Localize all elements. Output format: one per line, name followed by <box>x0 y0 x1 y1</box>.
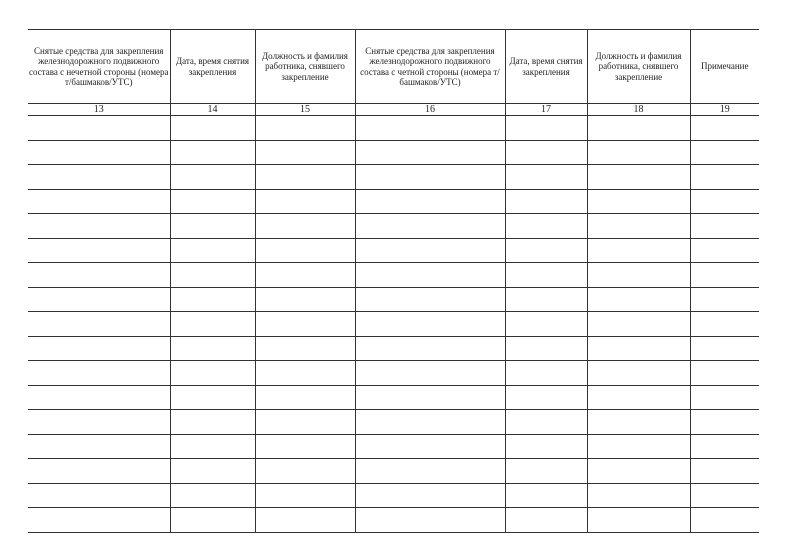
table-cell-col-16[interactable] <box>355 287 505 312</box>
table-cell-col-14[interactable] <box>170 238 255 263</box>
table-cell-col-18[interactable] <box>587 116 690 141</box>
table-cell-col-14[interactable] <box>170 287 255 312</box>
table-cell-col-15[interactable] <box>255 385 355 410</box>
table-cell-col-17[interactable] <box>505 434 587 459</box>
table-cell-col-17[interactable] <box>505 312 587 337</box>
table-cell-col-18[interactable] <box>587 483 690 508</box>
journal-table <box>28 29 759 533</box>
table-row <box>28 140 759 165</box>
table-cell-col-13[interactable] <box>28 214 170 239</box>
table-cell-col-16[interactable] <box>355 410 505 435</box>
table-cell-col-15[interactable] <box>255 116 355 141</box>
table-cell-col-14[interactable] <box>170 483 255 508</box>
table-cell-col-14[interactable] <box>170 189 255 214</box>
table-cell-col-13[interactable] <box>28 483 170 508</box>
table-cell-col-16[interactable] <box>355 116 505 141</box>
table-cell-col-13[interactable] <box>28 361 170 386</box>
table-cell-col-17[interactable] <box>505 483 587 508</box>
table-cell-col-18[interactable] <box>587 165 690 190</box>
table-cell-col-17[interactable] <box>505 459 587 484</box>
table-cell-col-16[interactable] <box>355 312 505 337</box>
table-cell-col-13[interactable] <box>28 385 170 410</box>
table-cell-col-19[interactable] <box>690 140 759 165</box>
table-cell-col-17[interactable] <box>505 140 587 165</box>
header-odd-removal-datetime: Дата, время снятия закрепления <box>170 30 255 104</box>
table-row <box>28 459 759 484</box>
table-cell-col-16[interactable] <box>355 140 505 165</box>
table-cell-col-19[interactable] <box>690 434 759 459</box>
table-cell-col-14[interactable] <box>170 361 255 386</box>
table-cell-col-16[interactable] <box>355 459 505 484</box>
table-cell-col-15[interactable] <box>255 434 355 459</box>
table-cell-col-19[interactable] <box>690 459 759 484</box>
table-row <box>28 434 759 459</box>
table-cell-col-17[interactable] <box>505 263 587 288</box>
table-cell-col-18[interactable] <box>587 263 690 288</box>
table-cell-col-16[interactable] <box>355 483 505 508</box>
table-cell-col-19[interactable] <box>690 508 759 533</box>
table-row <box>28 116 759 141</box>
table-cell-col-14[interactable] <box>170 459 255 484</box>
table-cell-col-19[interactable] <box>690 214 759 239</box>
table-cell-col-13[interactable] <box>28 312 170 337</box>
table-cell-col-15[interactable] <box>255 483 355 508</box>
table-cell-col-14[interactable] <box>170 385 255 410</box>
table-cell-col-14[interactable] <box>170 434 255 459</box>
table-row <box>28 165 759 190</box>
table-cell-col-15[interactable] <box>255 336 355 361</box>
table-row <box>28 312 759 337</box>
table-cell-col-17[interactable] <box>505 508 587 533</box>
table-cell-col-14[interactable] <box>170 410 255 435</box>
table-cell-col-13[interactable] <box>28 263 170 288</box>
table-row <box>28 189 759 214</box>
table-cell-col-14[interactable] <box>170 165 255 190</box>
table-row <box>28 336 759 361</box>
table-cell-col-18[interactable] <box>587 312 690 337</box>
table-row <box>28 410 759 435</box>
table-cell-col-19[interactable] <box>690 361 759 386</box>
table-cell-col-19[interactable] <box>690 385 759 410</box>
table-row <box>28 361 759 386</box>
table-cell-col-13[interactable] <box>28 508 170 533</box>
table-cell-col-18[interactable] <box>587 336 690 361</box>
table-cell-col-16[interactable] <box>355 214 505 239</box>
table-cell-col-15[interactable] <box>255 214 355 239</box>
table-cell-col-19[interactable] <box>690 410 759 435</box>
table-cell-col-16[interactable] <box>355 165 505 190</box>
table-cell-col-18[interactable] <box>587 189 690 214</box>
table-cell-col-16[interactable] <box>355 189 505 214</box>
table-cell-col-13[interactable] <box>28 410 170 435</box>
table-cell-col-13[interactable] <box>28 189 170 214</box>
journal-form-sheet <box>28 29 759 532</box>
table-cell-col-15[interactable] <box>255 238 355 263</box>
table-cell-col-19[interactable] <box>690 165 759 190</box>
table-cell-col-16[interactable] <box>355 508 505 533</box>
table-cell-col-13[interactable] <box>28 116 170 141</box>
table-row <box>28 483 759 508</box>
table-row <box>28 385 759 410</box>
table-cell-col-18[interactable] <box>587 434 690 459</box>
table-cell-col-16[interactable] <box>355 238 505 263</box>
table-cell-col-17[interactable] <box>505 214 587 239</box>
table-cell-col-19[interactable] <box>690 238 759 263</box>
table-cell-col-17[interactable] <box>505 361 587 386</box>
table-cell-col-18[interactable] <box>587 238 690 263</box>
table-cell-col-16[interactable] <box>355 263 505 288</box>
table-cell-col-15[interactable] <box>255 312 355 337</box>
table-cell-col-15[interactable] <box>255 508 355 533</box>
table-cell-col-13[interactable] <box>28 238 170 263</box>
table-cell-col-14[interactable] <box>170 336 255 361</box>
table-cell-col-18[interactable] <box>587 410 690 435</box>
table-cell-col-18[interactable] <box>587 508 690 533</box>
table-row <box>28 508 759 533</box>
table-cell-col-15[interactable] <box>255 410 355 435</box>
journal-entry-rows <box>28 116 759 533</box>
table-row <box>28 263 759 288</box>
table-cell-col-17[interactable] <box>505 287 587 312</box>
table-cell-col-16[interactable] <box>355 361 505 386</box>
table-cell-col-18[interactable] <box>587 361 690 386</box>
table-cell-col-19[interactable] <box>690 336 759 361</box>
table-row <box>28 287 759 312</box>
table-cell-col-15[interactable] <box>255 361 355 386</box>
table-row <box>28 214 759 239</box>
table-cell-col-18[interactable] <box>587 459 690 484</box>
table-cell-col-15[interactable] <box>255 459 355 484</box>
column-number-17: 17 <box>505 104 587 116</box>
column-number-15: 15 <box>255 104 355 116</box>
table-cell-col-17[interactable] <box>505 336 587 361</box>
table-cell-col-18[interactable] <box>587 287 690 312</box>
table-cell-col-16[interactable] <box>355 385 505 410</box>
header-row <box>28 30 759 104</box>
table-cell-col-15[interactable] <box>255 165 355 190</box>
table-cell-col-15[interactable] <box>255 263 355 288</box>
table-cell-col-16[interactable] <box>355 434 505 459</box>
column-number-19: 19 <box>690 104 759 116</box>
table-cell-col-14[interactable] <box>170 214 255 239</box>
header-note: Примечание <box>690 30 759 104</box>
table-cell-col-14[interactable] <box>170 508 255 533</box>
table-cell-col-18[interactable] <box>587 385 690 410</box>
table-cell-col-17[interactable] <box>505 116 587 141</box>
table-cell-col-19[interactable] <box>690 116 759 141</box>
table-cell-col-15[interactable] <box>255 140 355 165</box>
table-row <box>28 238 759 263</box>
table-cell-col-15[interactable] <box>255 189 355 214</box>
table-cell-col-14[interactable] <box>170 140 255 165</box>
column-number-13: 13 <box>28 104 170 116</box>
table-cell-col-13[interactable] <box>28 459 170 484</box>
table-cell-col-13[interactable] <box>28 287 170 312</box>
table-cell-col-17[interactable] <box>505 385 587 410</box>
column-number-16: 16 <box>355 104 505 116</box>
table-cell-col-17[interactable] <box>505 238 587 263</box>
table-cell-col-19[interactable] <box>690 189 759 214</box>
table-cell-col-17[interactable] <box>505 410 587 435</box>
column-number-14: 14 <box>170 104 255 116</box>
table-cell-col-18[interactable] <box>587 140 690 165</box>
table-cell-col-14[interactable] <box>170 263 255 288</box>
table-cell-col-16[interactable] <box>355 336 505 361</box>
header-odd-worker-position-name: Должность и фамилия работника, снявшего закрепление <box>255 30 355 104</box>
header-odd-side-removed-means: Снятые средства для закрепления железнодорожного подвижного состава с нечетной стороны (номера т/башмаков/УТС) <box>28 30 170 104</box>
column-number-row <box>28 104 759 116</box>
table-cell-col-19[interactable] <box>690 263 759 288</box>
table-cell-col-13[interactable] <box>28 336 170 361</box>
table-cell-col-18[interactable] <box>587 214 690 239</box>
column-number-18: 18 <box>587 104 690 116</box>
header-even-worker-position-name: Должность и фамилия работника, снявшего закрепление <box>587 30 690 104</box>
table-cell-col-13[interactable] <box>28 165 170 190</box>
table-cell-col-14[interactable] <box>170 312 255 337</box>
table-cell-col-17[interactable] <box>505 189 587 214</box>
header-even-side-removed-means: Снятые средства для закрепления железнодорожного подвижного состава с четной стороны (номера т/башмаков/УТС) <box>355 30 505 104</box>
table-cell-col-13[interactable] <box>28 434 170 459</box>
header-even-removal-datetime: Дата, время снятия закрепления <box>505 30 587 104</box>
table-cell-col-15[interactable] <box>255 287 355 312</box>
table-cell-col-19[interactable] <box>690 287 759 312</box>
table-cell-col-19[interactable] <box>690 483 759 508</box>
table-cell-col-17[interactable] <box>505 165 587 190</box>
table-cell-col-14[interactable] <box>170 116 255 141</box>
table-cell-col-19[interactable] <box>690 312 759 337</box>
table-cell-col-13[interactable] <box>28 140 170 165</box>
